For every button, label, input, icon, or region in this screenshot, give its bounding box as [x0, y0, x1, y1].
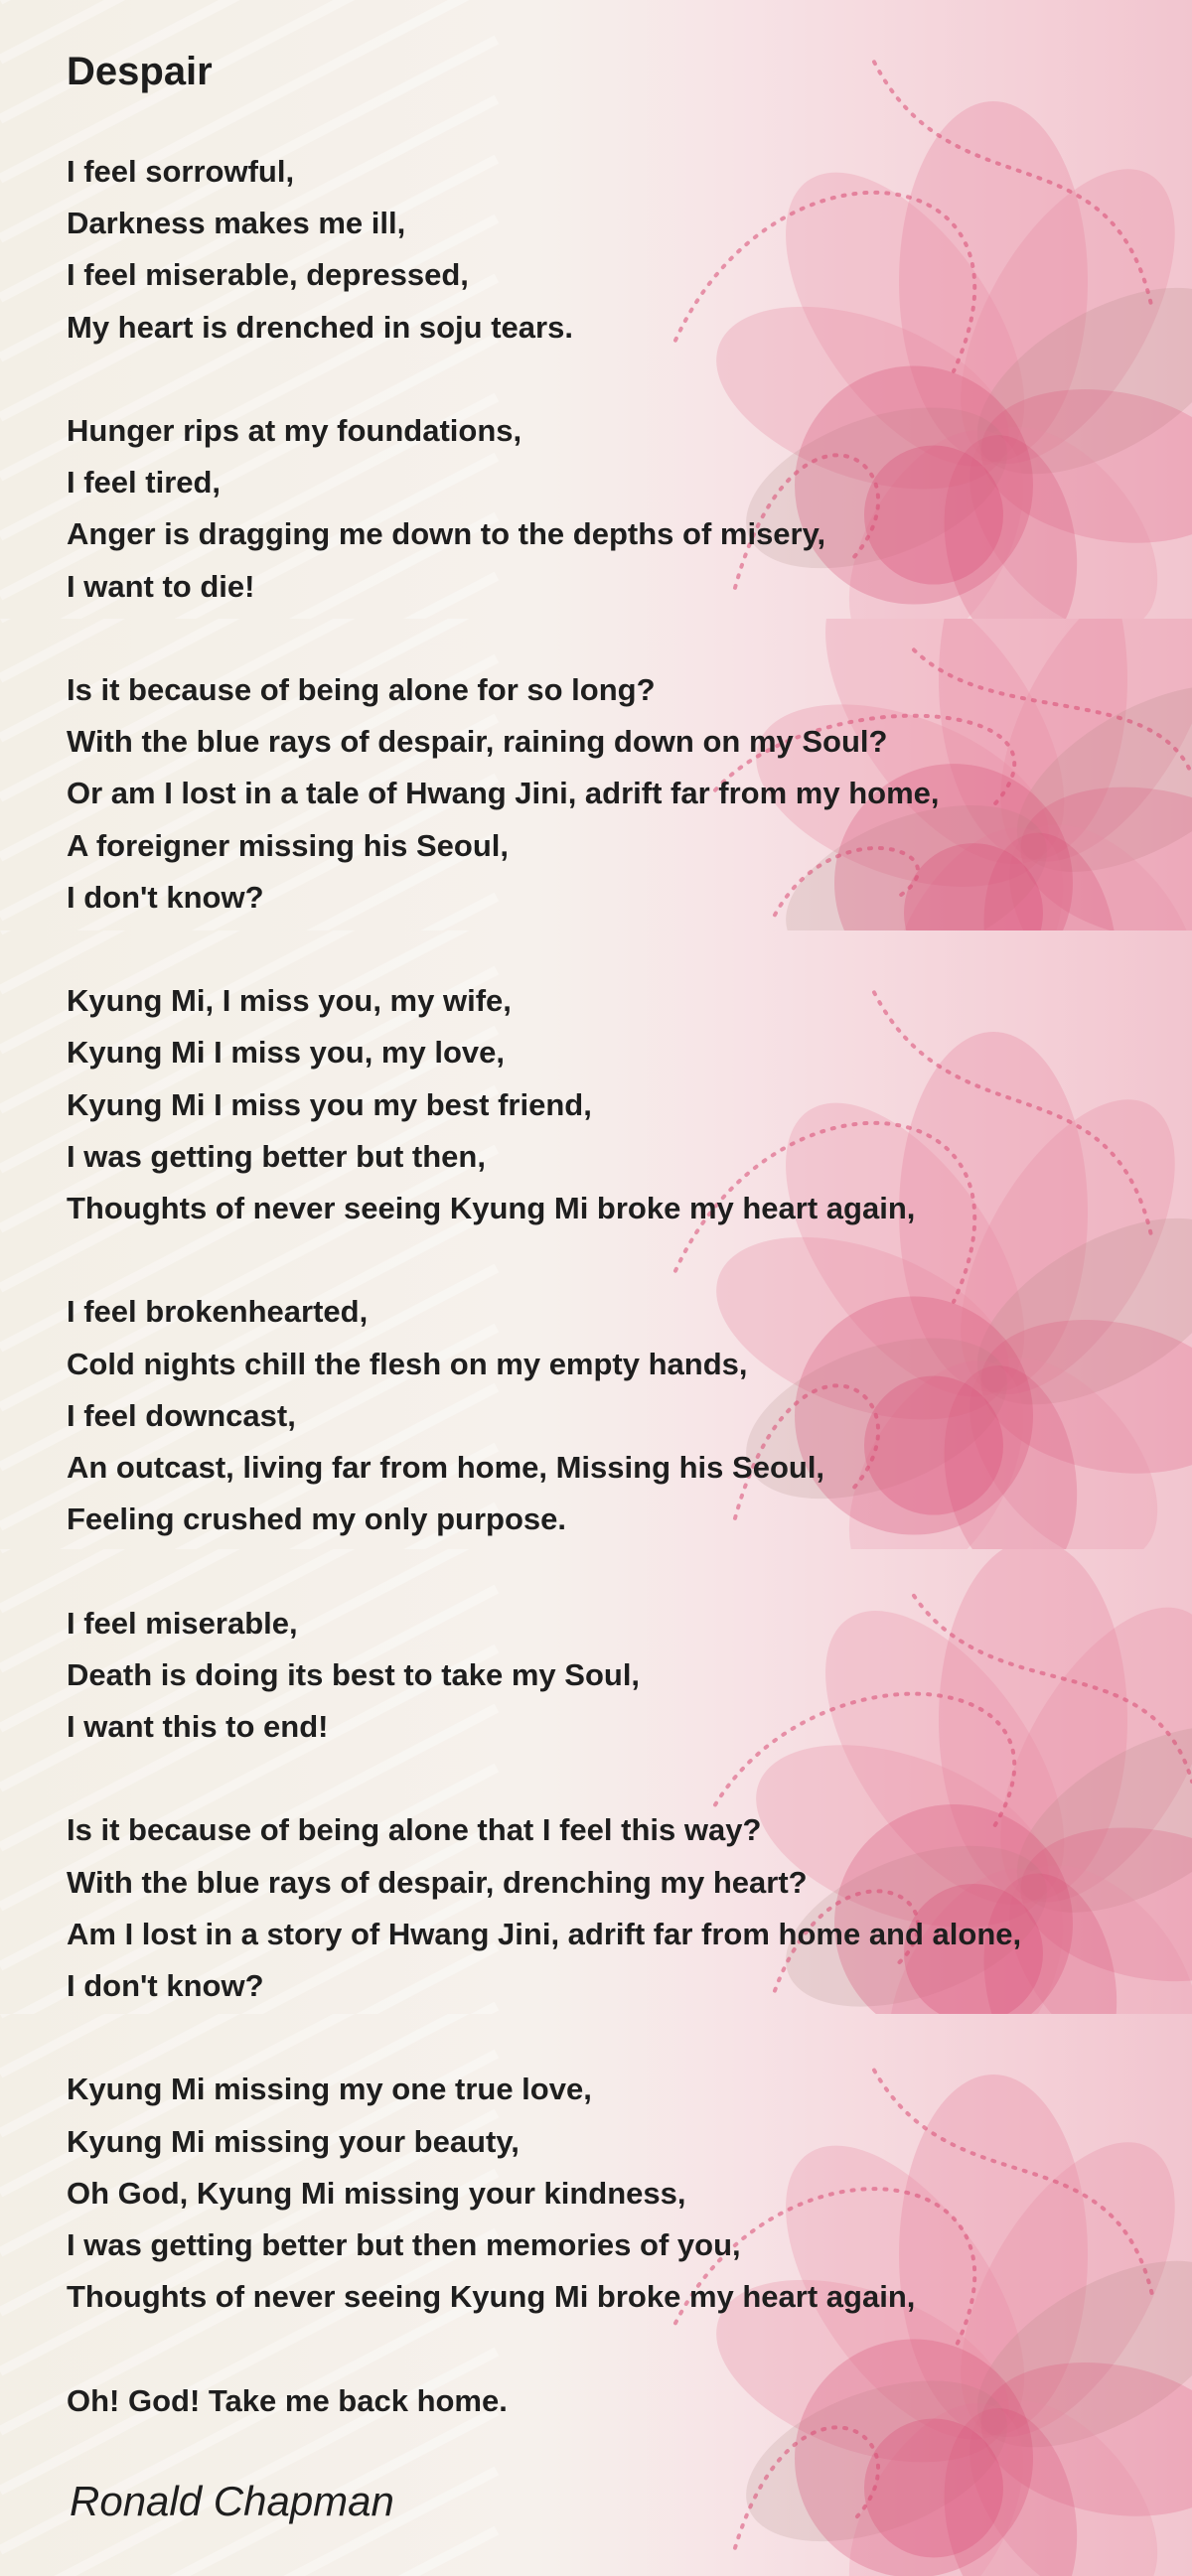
poem-line: I feel sorrowful, — [67, 154, 295, 189]
poem-line: Thoughts of never seeing Kyung Mi broke my heart again, — [67, 2279, 916, 2314]
poem-line: Oh! God! Take me back home. — [67, 2383, 508, 2418]
poem-line: Feeling crushed my only purpose. — [67, 1502, 566, 1536]
poem-line: An outcast, living far from home, Missing his Seoul, — [67, 1450, 825, 1485]
poem-line: Is it because of being alone for so long? — [67, 672, 656, 707]
poem-line: Darkness makes me ill, — [67, 206, 406, 240]
poem-line: Death is doing its best to take my Soul, — [67, 1657, 641, 1692]
poem-line: Kyung Mi I miss you my best friend, — [67, 1087, 592, 1122]
poem-line: I don't know? — [67, 880, 264, 915]
poem-line: Or am I lost in a tale of Hwang Jini, adrift far from my home, — [67, 776, 940, 810]
poem-line: Oh God, Kyung Mi missing your kindness, — [67, 2176, 686, 2211]
poem-line: With the blue rays of despair, raining down on my Soul? — [67, 724, 888, 759]
poem-line: I want this to end! — [67, 1709, 329, 1744]
poem-title: Despair — [67, 50, 213, 93]
poem-line: Kyung Mi I miss you, my love, — [67, 1035, 505, 1070]
poem-line: Hunger rips at my foundations, — [67, 413, 522, 448]
poem-line: I don't know? — [67, 1968, 264, 2003]
poem-line: I feel miserable, depressed, — [67, 257, 469, 292]
poem-line: I was getting better but then memories of you, — [67, 2227, 741, 2262]
poem-line: I feel tired, — [67, 465, 222, 500]
poem-line: Is it because of being alone that I feel this way? — [67, 1812, 762, 1847]
poem-line: I was getting better but then, — [67, 1139, 486, 1174]
poem-line: I want to die! — [67, 569, 255, 604]
poem-line: Anger is dragging me down to the depths of misery, — [67, 516, 826, 551]
poem-line: Thoughts of never seeing Kyung Mi broke my heart again, — [67, 1191, 916, 1225]
poem-line: I feel brokenhearted, — [67, 1294, 369, 1329]
poem-line: My heart is drenched in soju tears. — [67, 310, 573, 345]
poem-line: I feel miserable, — [67, 1606, 298, 1641]
poem-author: Ronald Chapman — [70, 2478, 394, 2524]
poem-line: Cold nights chill the flesh on my empty hands, — [67, 1347, 748, 1381]
poem-line: Kyung Mi missing my one true love, — [67, 2072, 592, 2106]
poem-line: I feel downcast, — [67, 1398, 296, 1433]
poem-line: Am I lost in a story of Hwang Jini, adrift far from home and alone, — [67, 1917, 1022, 1951]
poem-line: Kyung Mi missing your beauty, — [67, 2124, 520, 2159]
poem-line: Kyung Mi, I miss you, my wife, — [67, 983, 512, 1018]
poem-line: With the blue rays of despair, drenching my heart? — [67, 1865, 808, 1900]
poem-line: A foreigner missing his Seoul, — [67, 828, 509, 863]
